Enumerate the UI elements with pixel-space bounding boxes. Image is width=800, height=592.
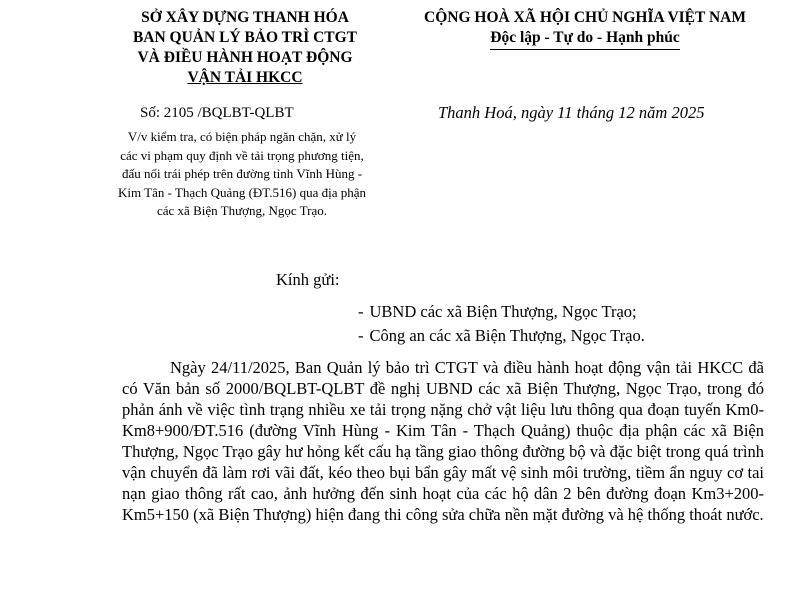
country-name: CỘNG HOÀ XÃ HỘI CHỦ NGHĨA VIỆT NAM bbox=[424, 9, 746, 26]
recipient-dash: - bbox=[358, 326, 364, 345]
place-date: Thanh Hoá, ngày 11 tháng 12 năm 2025 bbox=[438, 103, 705, 122]
agency-name-line3: VẬN TẢI HKCC bbox=[187, 69, 303, 86]
greeting: Kính gửi: bbox=[276, 270, 340, 289]
agency-name-line1: BAN QUẢN LÝ BẢO TRÌ CTGT bbox=[132, 29, 358, 46]
recipient-dash: - bbox=[358, 302, 364, 321]
recipient-list bbox=[358, 300, 645, 348]
document-number: Số: 2105 /BQLBT-QLBT bbox=[140, 105, 294, 121]
recipient-item bbox=[358, 324, 645, 348]
body-paragraph: Ngày 24/11/2025, Ban Quản lý bảo trì CTGT và điều hành hoạt động vận tải HKCC đã có Văn bản số 2000/BQLBT-QLBT đề nghị UBND các xã Biện Thượng, Ngọc Trạo, trong đó phản ánh về việc tình trạng nhiều xe tải trọng nặng chở vật liệu lưu thông qua đoạn tuyến Km0-Km8+900/ĐT.516 (đường Vĩnh Hùng - Kim Tân - Thạch Quảng) thuộc địa phận các xã Biện Thượng, Ngọc Trạo gây hư hỏng kết cấu hạ tầng giao thông đường bộ và đặc biệt trong quá trình vận chuyển đã làm rơi vãi đất, kéo theo bụi bẩn gây mất vệ sinh môi trường, tiềm ẩn nguy cơ tai nạn giao thông rất cao, ảnh hưởng đến sinh hoạt của các hộ dân 2 bên đường đoạn Km3+200-Km5+150 (xã Biện Thượng) hiện đang thi công sửa chữa nền mặt đường và hệ thống thoát nước. bbox=[122, 358, 764, 524]
recipient-text: Công an các xã Biện Thượng, Ngọc Trạo. bbox=[369, 326, 645, 345]
agency-parent: SỞ XÂY DỰNG THANH HÓA bbox=[141, 9, 349, 26]
recipient-text: UBND các xã Biện Thượng, Ngọc Trạo; bbox=[369, 302, 637, 321]
national-motto: Độc lập - Tự do - Hạnh phúc bbox=[490, 28, 679, 50]
national-header bbox=[385, 8, 785, 50]
agency-header bbox=[110, 8, 380, 88]
agency-name-line2: VÀ ĐIỀU HÀNH HOẠT ĐỘNG bbox=[137, 49, 353, 66]
document-subject: V/v kiểm tra, có biện pháp ngăn chặn, xử lý các vi phạm quy định về tải trọng phương tiện, đấu nối trái phép trên đường tỉnh Vĩnh Hùng - Kim Tân - Thạch Quảng (ĐT.516) qua địa phận các xã Biện Thượng, Ngọc Trạo. bbox=[118, 129, 367, 218]
recipient-item bbox=[358, 300, 645, 324]
